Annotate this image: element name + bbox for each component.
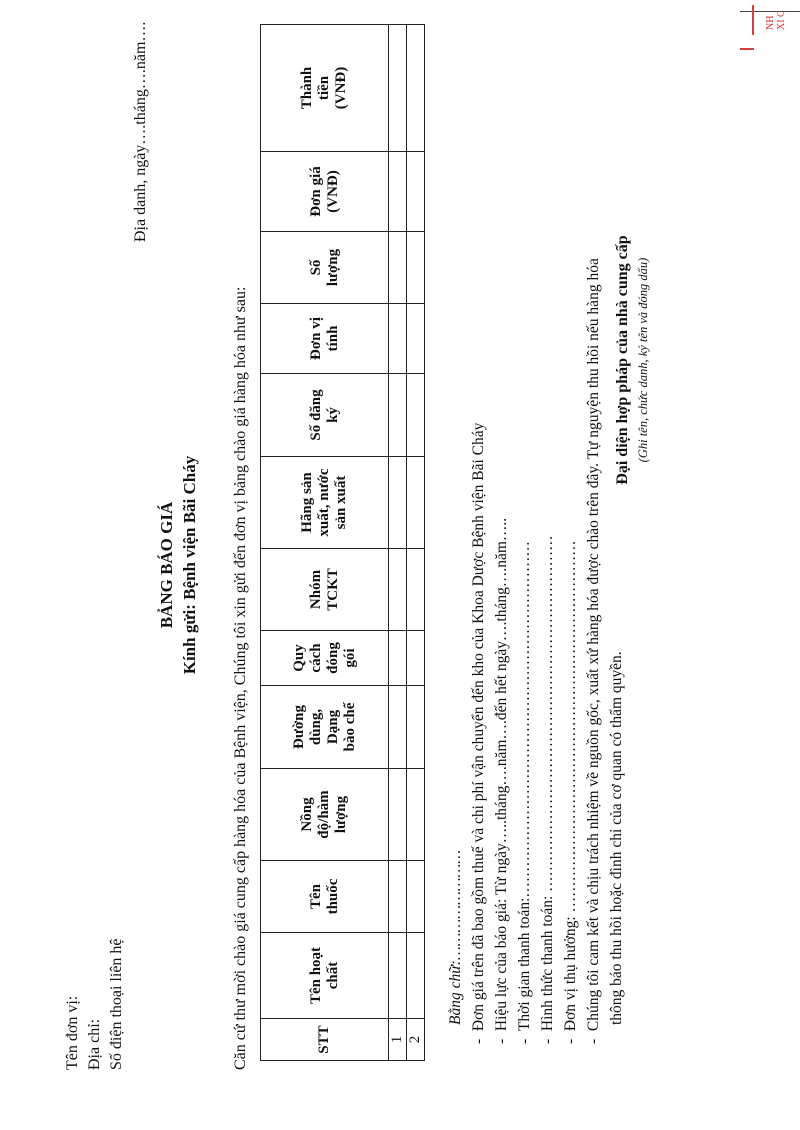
header-quantity: Số lượng <box>261 232 389 304</box>
quotation-table <box>260 24 425 1061</box>
note-item: - Chúng tôi cam kết và chịu trách nhiệm về nguồn gốc, xuất xứ hàng hóa được chào trên đây. Tự nguyện thu hồi nếu hàng hóa <box>585 258 602 1044</box>
note-text: Đơn giá trên đã bao gồm thuế và chi phí vận chuyển đến kho của Khoa Dược Bệnh viện Bãi Cháy <box>470 422 487 1032</box>
document-title: BẢNG BÁO GIÁ <box>157 501 176 629</box>
table-cell <box>407 152 425 232</box>
signature-title: Đại diện hợp pháp của nhà cung cấp <box>614 235 631 485</box>
unit-name-label: Tên đơn vị: <box>64 995 81 1070</box>
header-unit-price: Đơn giá (VNĐ) <box>261 152 389 232</box>
table-cell <box>389 861 407 933</box>
header-stt: STT <box>261 1019 389 1061</box>
note-item: - Thời gian thanh toán:…………………………………………………………… <box>516 541 533 1044</box>
table-cell <box>407 631 425 686</box>
table-cell <box>389 25 407 152</box>
note-text: Hình thức thanh toán: …………………………………………………………… <box>539 535 556 1032</box>
amount-in-words-label: Bằng chữ:…………………… <box>447 849 464 1025</box>
row-number: 2 <box>407 1019 425 1061</box>
place-date-line: Địa danh, ngày….tháng….năm…. <box>132 21 149 242</box>
note-text: Đơn vị thụ hưởng: ……………………………………………………………… <box>562 540 579 1032</box>
header-drug-name: Tên thuốc <box>261 861 389 933</box>
table-cell <box>407 374 425 457</box>
table-row <box>389 25 407 1061</box>
header-route-form: Đường dùng, Dạng bào chế <box>261 686 389 769</box>
note-continuation: thông báo thu hồi hoặc đình chỉ của cơ quan có thẩm quyền. <box>608 651 625 1025</box>
note-text: Thời gian thanh toán:…………………………………………………………… <box>516 541 533 1032</box>
table-cell <box>389 933 407 1019</box>
address-label: Địa chỉ: <box>86 1018 103 1070</box>
header-registration-no: Số đăng ký <box>261 374 389 457</box>
table-row <box>407 25 425 1061</box>
table-cell <box>389 686 407 769</box>
table-cell <box>389 152 407 232</box>
header-manufacturer: Hãng sản xuất, nước sản xuất <box>261 457 389 549</box>
table-cell <box>407 861 425 933</box>
table-cell <box>389 769 407 861</box>
header-concentration: Nồng độ/hàm lượng <box>261 769 389 861</box>
table-cell <box>389 631 407 686</box>
table-cell <box>407 232 425 304</box>
signature-subtitle: (Ghi tên, chức danh, ký tên và đóng dấu) <box>636 257 650 463</box>
table-cell <box>407 457 425 549</box>
header-total: Thành tiền (VNĐ) <box>261 25 389 152</box>
table-cell <box>389 304 407 374</box>
recipient-line: Kính gửi: Bệnh viện Bãi Cháy <box>180 455 199 675</box>
table-cell <box>407 769 425 861</box>
table-header-row <box>261 25 389 1061</box>
note-item: - Đơn vị thụ hưởng: ……………………………………………………………… <box>562 540 579 1044</box>
table-cell <box>407 933 425 1019</box>
table-cell <box>389 549 407 631</box>
intro-text: Căn cứ thư mời chào giá cung cấp hàng hóa của Bệnh viện, Chúng tôi xin gửi đến đơn vị bảng chào giá hàng hóa như sau: <box>232 286 249 1070</box>
note-item: - Hình thức thanh toán: …………………………………………………………… <box>539 535 556 1044</box>
header-tckt-group: Nhóm TCKT <box>261 549 389 631</box>
table-cell <box>407 549 425 631</box>
note-item: - Hiệu lực của báo giá: Từ ngày…..tháng….năm….đến hết ngày….tháng….năm….. <box>493 517 510 1044</box>
stamp-fragment: NH XI C <box>765 10 787 30</box>
phone-label: Số điện thoại liên hệ <box>108 938 125 1070</box>
header-active-ingredient: Tên hoạt chất <box>261 933 389 1019</box>
table-cell <box>407 304 425 374</box>
table-cell <box>389 457 407 549</box>
note-item: - Đơn giá trên đã bao gồm thuế và chi phí vận chuyển đến kho của Khoa Dược Bệnh viện Bãi Cháy <box>470 422 487 1044</box>
table-cell <box>389 374 407 457</box>
stamp-mark <box>752 5 754 35</box>
table-cell <box>407 686 425 769</box>
note-text: Chúng tôi cam kết và chịu trách nhiệm về nguồn gốc, xuất xứ hàng hóa được chào trên đây. Tự nguyện thu hồi nếu hàng hóa <box>585 258 602 1032</box>
table-cell <box>407 25 425 152</box>
header-unit: Đơn vị tính <box>261 304 389 374</box>
note-text: Hiệu lực của báo giá: Từ ngày…..tháng….năm….đến hết ngày….tháng….năm….. <box>493 517 510 1032</box>
stamp-mark <box>740 48 754 50</box>
header-packaging: Quy cách đóng gói <box>261 631 389 686</box>
row-number: 1 <box>389 1019 407 1061</box>
table-cell <box>389 232 407 304</box>
